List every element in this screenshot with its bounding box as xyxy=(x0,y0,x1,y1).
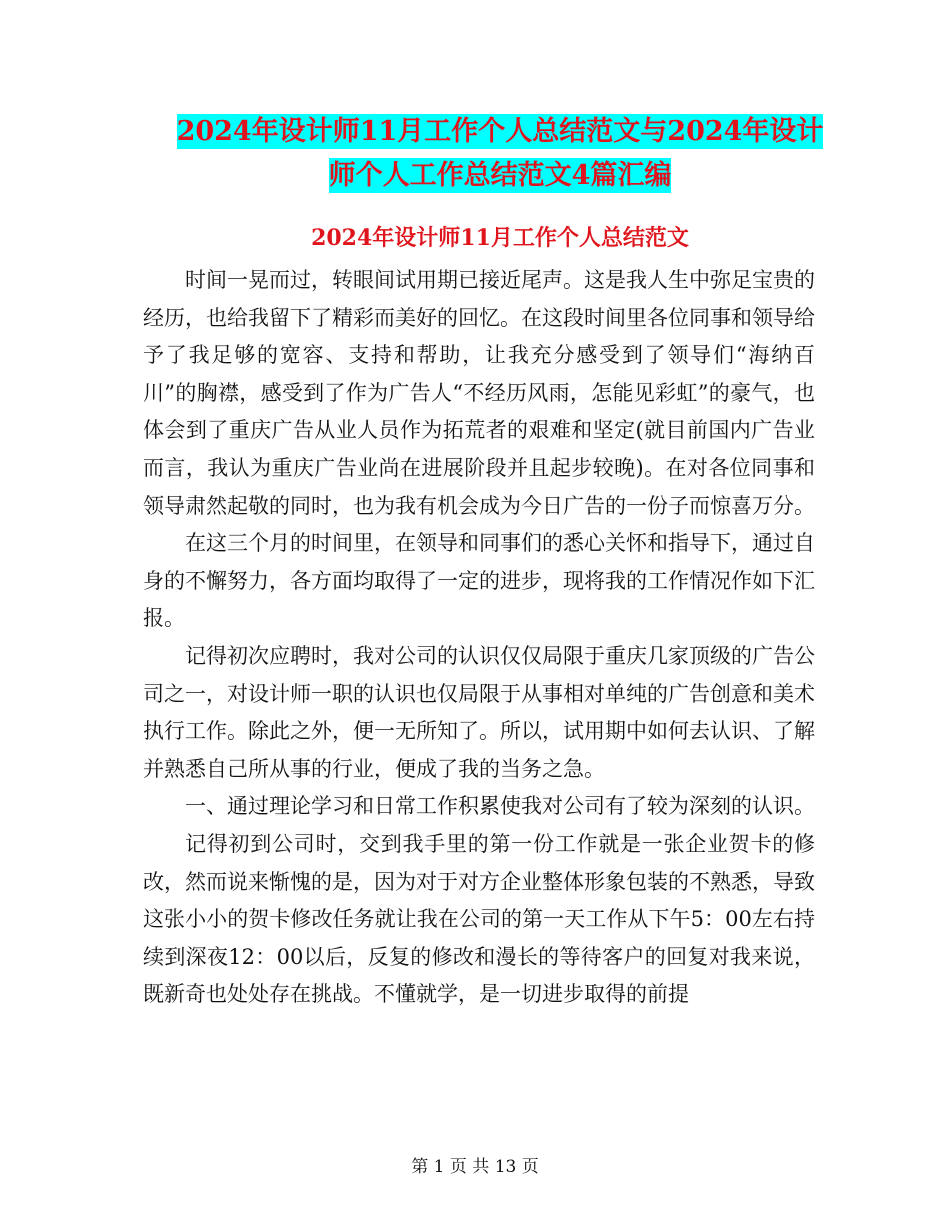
document-title-line2: 师个人工作总结范文4篇汇编 xyxy=(328,160,672,191)
section-title: 2024年设计师11月工作个人总结范文 xyxy=(311,225,689,251)
document-title xyxy=(140,110,860,198)
paragraph: 记得初到公司时，交到我手里的第一份工作就是一张企业贺卡的修改，然而说来惭愧的是，因为对于对方企业整体形象包装的不熟悉，导致这张小小的贺卡修改任务就让我在公司的第一天工作从下午5：00左右持续到深夜12：00以后，反复的修改和漫长的等待客户的回复对我来说，既新奇也处处存在挑战。不懂就学，是一切进步取得的前提 xyxy=(143,831,815,1007)
paragraph: 一、通过理论学习和日常工作积累使我对公司有了较为深刻的认识。 xyxy=(185,794,815,819)
body-text xyxy=(143,262,815,1014)
paragraph: 在这三个月的时间里，在领导和同事们的悉心关怀和指导下，通过自身的不懈努力，各方面均取得了一定的进步，现将我的工作情况作如下汇报。 xyxy=(143,531,815,631)
paragraph: 时间一晃而过，转眼间试用期已接近尾声。这是我人生中弥足宝贵的经历，也给我留下了精彩而美好的回忆。在这段时间里各位同事和领导给予了我足够的宽容、支持和帮助，让我充分感受到了领导们“海纳百川”的胸襟，感受到了作为广告人“不经历风雨，怎能见彩虹”的豪气，也体会到了重庆广告从业人员作为拓荒者的艰难和坚定(就目前国内广告业而言，我认为重庆广告业尚在进展阶段并且起步较晚)。在对各位同事和领导肃然起敬的同时，也为我有机会成为今日广告的一份子而惊喜万分。 xyxy=(143,268,815,518)
page-footer: 第 1 页 共 13 页 xyxy=(411,1157,539,1177)
paragraph: 记得初次应聘时，我对公司的认识仅仅局限于重庆几家顶级的广告公司之一，对设计师一职的认识也仅局限于从事相对单纯的广告创意和美术执行工作。除此之外，便一无所知了。所以，试用期中如何去认识、了解并熟悉自己所从事的行业，便成了我的当务之急。 xyxy=(143,643,815,781)
document-title-line1: 2024年设计师11月工作个人总结范文与2024年设计 xyxy=(176,116,824,147)
